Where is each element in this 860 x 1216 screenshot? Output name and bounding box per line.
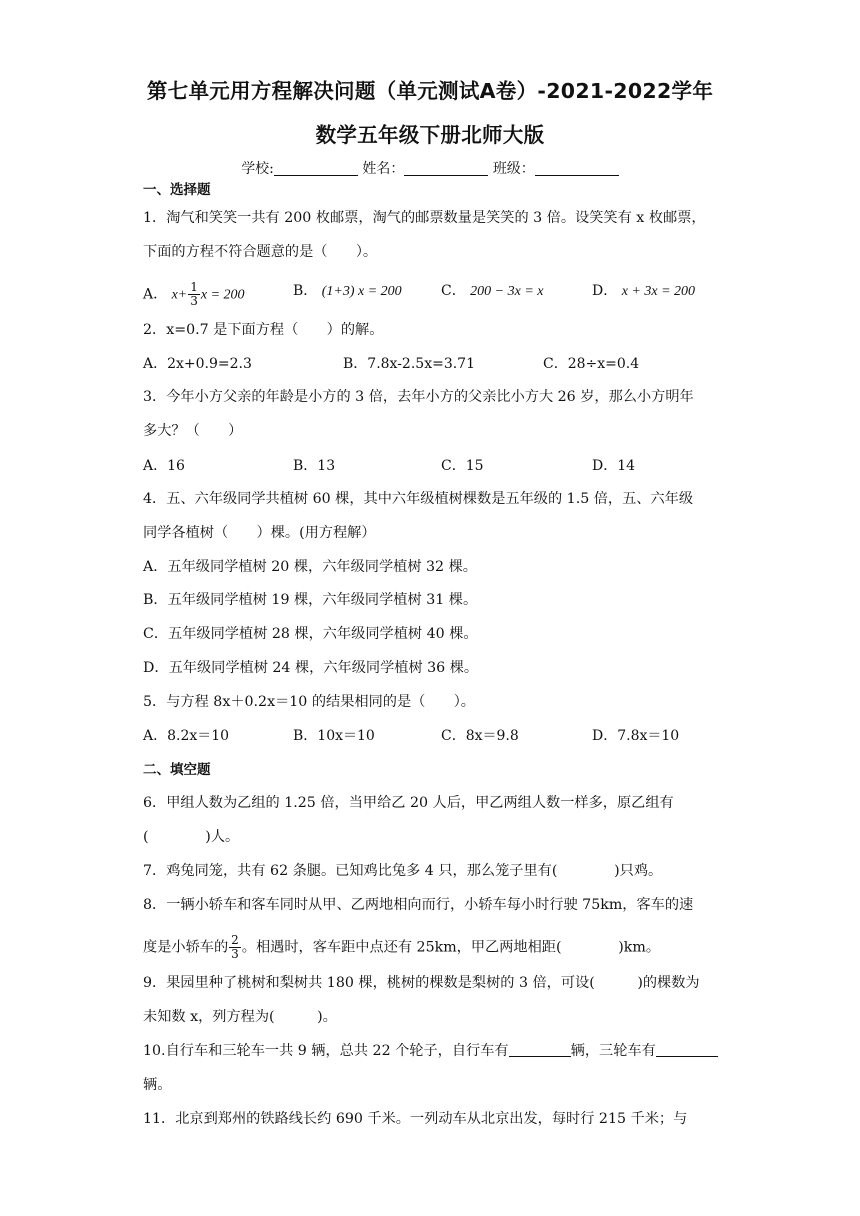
- question-5-option-c: C．8x＝9.8: [441, 728, 519, 744]
- school-label: 学校:: [241, 161, 274, 177]
- answer-blank-tricycles: [656, 1041, 718, 1057]
- fraction-one-third: $\frac{1}{3}$: [190, 280, 198, 308]
- question-2-option-c: C．28÷x=0.4: [543, 356, 640, 372]
- question-8-line-2: 度是小轿车的 $\frac{2}{3}$ 。相遇时，客车距中点还有 25km，甲乙两地相距( )km。: [143, 933, 661, 961]
- section-heading-fill: 二、填空题: [143, 762, 211, 778]
- question-3-option-d: D．14: [592, 458, 636, 474]
- school-blank: [274, 160, 358, 176]
- question-4-option-a: A．五年级同学植树 20 棵，六年级同学植树 32 棵。: [143, 559, 477, 575]
- question-3-option-a: A．16: [143, 458, 185, 474]
- question-6-line-2: ( )人。: [143, 829, 240, 845]
- class-blank: [535, 160, 619, 176]
- question-8-line-1: 8．一辆小轿车和客车同时从甲、乙两地相向而行，小轿车每小时行驶 75km，客车的速: [143, 897, 694, 913]
- class-label: 班级：: [492, 161, 535, 177]
- question-4-line-2: 同学各植树（ ）棵。(用方程解）: [143, 525, 376, 541]
- answer-blank-bicycles: [509, 1041, 571, 1057]
- question-2-option-b: B．7.8x-2.5x=3.71: [343, 356, 475, 372]
- section-heading-choice: 一、选择题: [143, 182, 211, 198]
- name-blank: [404, 160, 488, 176]
- question-1-line-2: 下面的方程不符合题意的是（ ）。: [143, 244, 378, 260]
- question-3-option-b: B．13: [293, 458, 336, 474]
- question-7-line-1: 7．鸡兔同笼，共有 62 条腿。已知鸡比兔多 4 只，那么笼子里有( )只鸡。: [143, 863, 663, 879]
- question-1-option-b: B． (1+3) x = 200: [293, 283, 402, 299]
- question-9-line-2: 未知数 x，列方程为( )。: [143, 1009, 337, 1025]
- question-3-line-1: 3．今年小方父亲的年龄是小方的 3 倍，去年小方的父亲比小方大 26 岁，那么小方明年: [143, 389, 694, 405]
- question-2-option-a: A．2x+0.9=2.3: [143, 356, 252, 372]
- title-line-2: 数学五年级下册北师大版: [315, 123, 545, 147]
- question-9-line-1: 9．果园里种了桃树和梨树共 180 棵，桃树的棵数是梨树的 3 倍，可设( )的棵数为: [143, 975, 700, 991]
- question-5-line-1: 5．与方程 8x＋0.2x＝10 的结果相同的是（ ）。: [143, 694, 475, 710]
- question-1-line-1: 1．淘气和笑笑一共有 200 枚邮票，淘气的邮票数量是笑笑的 3 倍。设笑笑有 x 枚邮票，: [143, 210, 706, 226]
- question-4-option-b: B．五年级同学植树 19 棵，六年级同学植树 31 棵。: [143, 592, 478, 608]
- question-10-line-1: 10.自行车和三轮车一共 9 辆，总共 22 个轮子，自行车有 辆，三轮车有: [143, 1041, 718, 1061]
- question-4-line-1: 4．五、六年级同学共植树 60 棵，其中六年级植树棵数是五年级的 1.5 倍，五、六年级: [143, 491, 694, 507]
- question-1-option-a: A． x+ $\frac{1}{3}$ x = 200: [143, 280, 245, 308]
- title-line-1: 第七单元用方程解决问题（单元测试A卷）-2021-2022学年: [146, 79, 714, 103]
- question-5-option-a: A．8.2x＝10: [143, 728, 230, 744]
- question-10-line-2: 辆。: [143, 1077, 172, 1093]
- question-5-option-b: B．10x＝10: [293, 728, 375, 744]
- question-5-option-d: D．7.8x＝10: [592, 728, 680, 744]
- fraction-two-thirds: $\frac{2}{3}$: [231, 933, 239, 961]
- name-label: 姓名：: [362, 161, 405, 177]
- student-info-row: [0, 158, 860, 178]
- question-1-option-c: C． 200 − 3x = x: [441, 283, 544, 299]
- question-4-option-d: D．五年级同学植树 24 棵，六年级同学植树 36 棵。: [143, 660, 479, 676]
- question-2-line-1: 2．x=0.7 是下面方程（ ）的解。: [143, 322, 384, 338]
- question-3-line-2: 多大？（ ）: [143, 423, 243, 439]
- question-4-option-c: C．五年级同学植树 28 棵，六年级同学植树 40 棵。: [143, 626, 478, 642]
- question-11-line-1: 11．北京到郑州的铁路线长约 690 千米。一列动车从北京出发，每时行 215 千米；与: [143, 1111, 688, 1127]
- question-1-option-d: D． x + 3x = 200: [592, 283, 696, 299]
- question-6-line-1: 6．甲组人数为乙组的 1.25 倍，当甲给乙 20 人后，甲乙两组人数一样多，原乙组有: [143, 795, 674, 811]
- question-3-option-c: C．15: [441, 458, 484, 474]
